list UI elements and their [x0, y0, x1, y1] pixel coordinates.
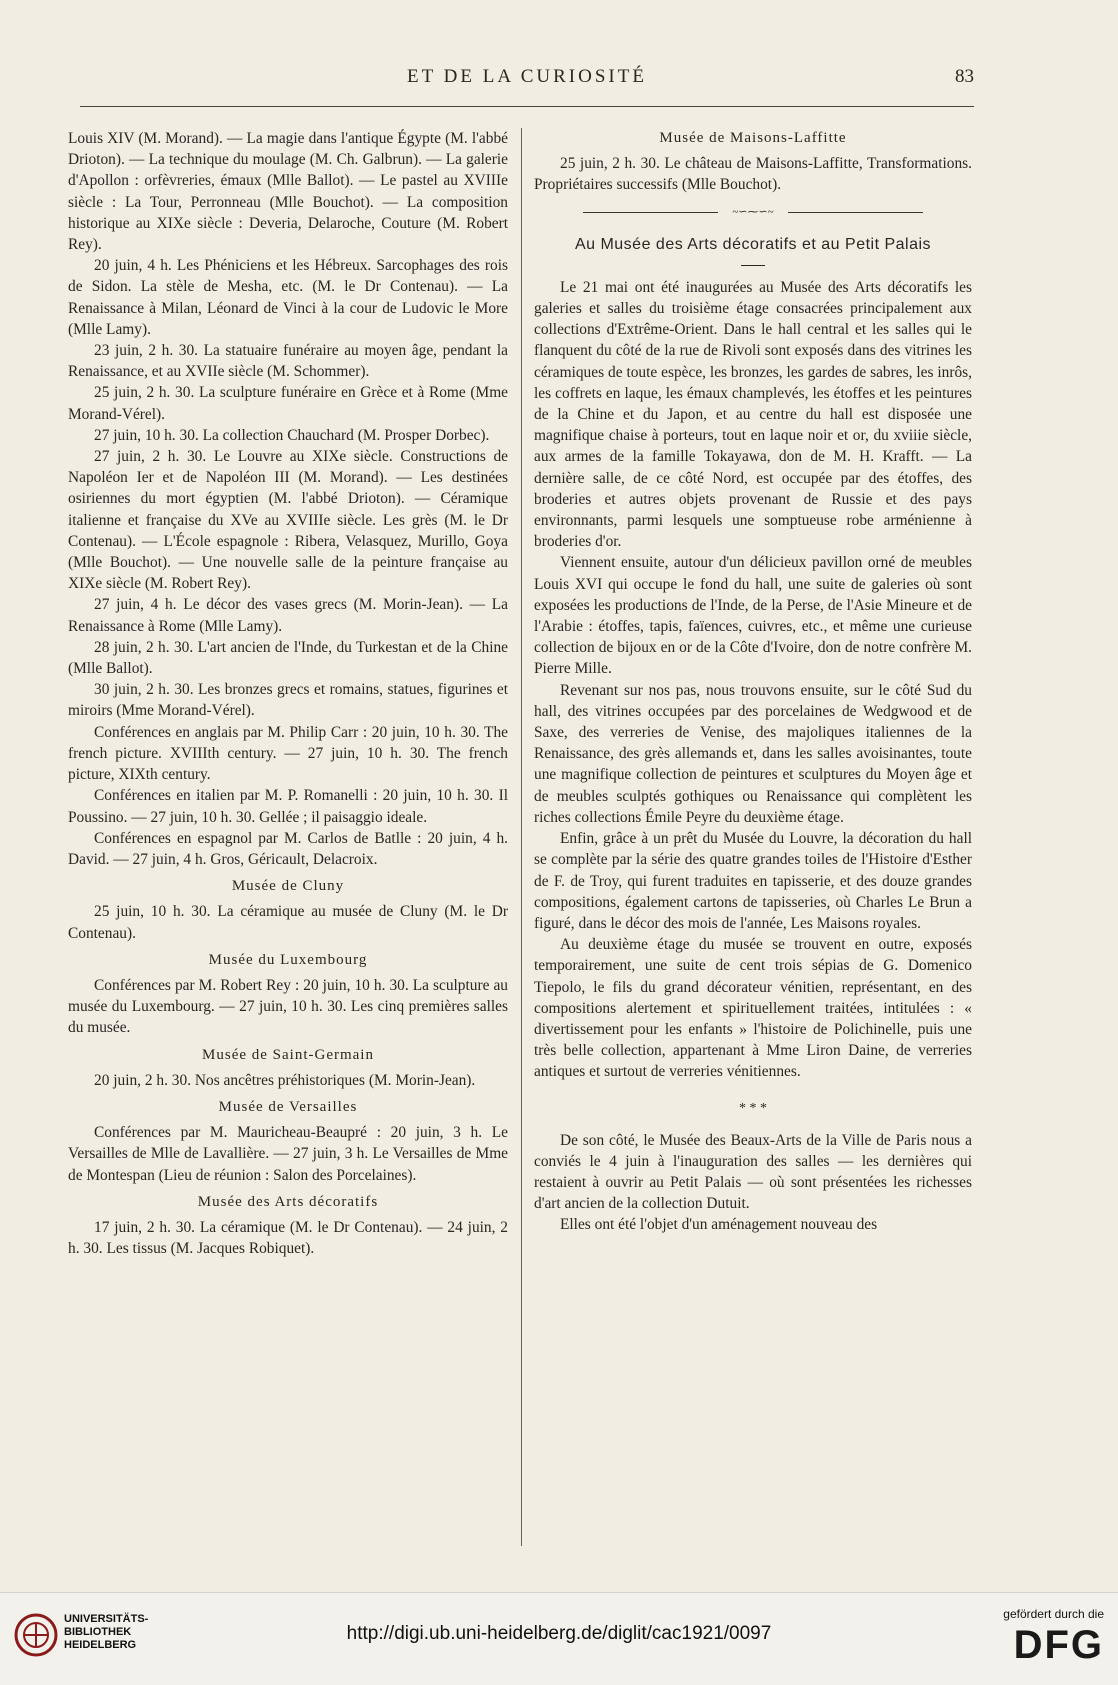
section-title: Au Musée des Arts décoratifs et au Petit Palais — [574, 235, 932, 253]
heading-musee-versailles: Musée de Versailles — [218, 1098, 358, 1115]
institution-line: BIBLIOTHEK — [64, 1626, 132, 1638]
institution-line: HEIDELBERG — [64, 1639, 137, 1651]
paragraph: Viennent ensuite, autour d'un délicieux pavillon orné de meubles Louis XVI qui occupe le fond du hall, une suite de galeries où sont exposées les productions de l'Inde, de la Perse, de l'Asie Mineure et de l'Arabie : étoffes, tapis, faïences, cuivres, etc., et même une curieuse collection de bijoux en or de la Côte d'Ivoire, don de notre confrère M. Pierre Mille. — [534, 554, 972, 678]
paragraph: 27 juin, 10 h. 30. La collection Chauchard (M. Prosper Dorbec). — [94, 426, 490, 444]
paragraph: Conférences par M. Mauricheau-Beaupré : 20 juin, 3 h. Le Versailles de Mlle de Lavallière. — 27 juin, 3 h. Le Versailles de Mme de Montespan (Lieu de réunion : Salon des Porcelaines). — [68, 1124, 508, 1184]
paragraph: 28 juin, 2 h. 30. L'art ancien de l'Inde, du Turkestan et de la Chine (Mlle Ballot). — [68, 638, 508, 678]
paragraph: Conférences en italien par M. P. Romanelli : 20 juin, 10 h. 30. Il Poussino. — 27 juin, 10 h. 30. Gellée ; il paisaggio ideale. — [68, 787, 508, 826]
column-divider — [521, 128, 522, 1546]
page-number: 83 — [955, 66, 974, 87]
paragraph: 23 juin, 2 h. 30. La statuaire funéraire au moyen âge, pendant la Renaissance, et au XVIIe siècle (M. Schommer). — [68, 342, 508, 381]
paragraph: Conférences en anglais par M. Philip Carr : 20 juin, 10 h. 30. The french picture. XVIIIth century. — 27 juin, 10 h. 30. The french picture, XIXth century. — [68, 723, 508, 784]
heading-musee-saint-germain: Musée de Saint-Germain — [202, 1046, 374, 1063]
paragraph: Au deuxième étage du musée se trouvent en outre, exposés temporairement, une suite de cent trois sépias de G. Domenico Tiepolo, le fils du grand décorateur vénitien, représentant, en des compositions alertement et spirituellement traitées, intitulées : « divertissement pour les enfants » l'histoire de Polichinelle, puis une très belle collection, appartenant à Mme Liron Daine, de verreries antiques et surtout de verreries vénitiennes. — [534, 936, 972, 1081]
paragraph: Conférences par M. Robert Rey : 20 juin, 10 h. 30. La sculpture au musée du Luxembourg. — 27 juin, 10 h. 30. Les cinq premières salles du musée. — [68, 976, 508, 1037]
ornament-flourish-icon: ~∽⁓∽~ — [718, 206, 788, 218]
paragraph: Elles ont été l'objet d'un aménagement nouveau des — [560, 1216, 878, 1234]
title-dash — [534, 257, 972, 267]
heading-musee-luxembourg: Musée du Luxembourg — [208, 951, 368, 968]
dfg-logo: DFG — [1013, 1623, 1104, 1667]
header-rule — [80, 106, 974, 107]
heading-musee-arts-decoratifs: Musée des Arts décoratifs — [197, 1193, 379, 1210]
paragraph: 30 juin, 2 h. 30. Les bronzes grecs et romains, statues, figurines et miroirs (Mme Morand-Vérel). — [68, 681, 508, 720]
paragraph: Conférences en espagnol par M. Carlos de Batlle : 20 juin, 4 h. David. — 27 juin, 4 h. Gros, Géricault, Delacroix. — [68, 829, 508, 868]
paragraph: De son côté, le Musée des Beaux-Arts de la Ville de Paris nous a conviés le 4 juin à l'inauguration des salles — les dernières qui restaient à ouvrir au Petit Palais — où sont présentées les richesses d'art ancien de la collection Dutuit. — [534, 1131, 972, 1213]
paragraph: Le 21 mai ont été inaugurées au Musée des Arts décoratifs les galeries et salles du troisième étage consacrées principalement aux collections d'Extrême-Orient. Dans le hall central et les salles qui le flanquent du côté de la rue de Rivoli sont exposés dans des vitrines les céramiques de toute espèce, les bronzes, les gardes de sabres, les inrôs, les coffrets en laque, les émaux champlevés, les étoffes et les peintures de la Chine et du Japon, et au centre du hall est disposée une magnifique chaise à porteurs, tout en laque noir et or, du xviiie siècle, aux armes de la famille Tokayawa, don de M. H. Krafft. — La dernière salle, de ce côté Nord, est occupée par des étoffes, des broderies et autres objets provenant de Russie et des pays environnants, parmi lesquels une somptueuse robe arménienne à broderies d'or. — [534, 278, 972, 551]
paragraph: 27 juin, 4 h. Le décor des vases grecs (M. Morin-Jean). — La Renaissance à Rome (Mlle Lamy). — [68, 596, 508, 635]
paragraph: Enfin, grâce à un prêt du Musée du Louvre, la décoration du hall se complète par la série des quatre grandes toiles de l'Histoire d'Esther de F. de Troy, qui furent traduites en tapisserie, et des douze grandes compositions, également cartons de tapisseries, où Charles Le Brun a figuré, dans le décor des mois de l'année, Les Maisons royales. — [534, 830, 972, 932]
left-column — [68, 128, 508, 1259]
paragraph: Revenant sur nos pas, nous trouvons ensuite, sur le côté Sud du hall, des vitrines occupées par des porcelaines de Wedgwood et de Saxe, des verreries de Venise, des majoliques italiennes de la Renaissance, des grès allemands et, dans les salles avoisinantes, toute une magnifique collection de peintures et sculptures du Moyen âge et de meubles sculptés gothiques ou Renaissance qui complètent les riches collections Émile Peyre du deuxième étage. — [534, 681, 972, 826]
paragraph: 27 juin, 2 h. 30. Le Louvre au XIXe siècle. Constructions de Napoléon Ier et de Napoléon III (M. Morand). — Les destinées osiriennes du mort égyptien (M. l'abbé Drioton). — Céramique italienne et française du XVe au XVIIIe siècle. Les grès (M. le Dr Contenau). — L'École espagnole : Ribera, Velasquez, Murillo, Goya (Mlle Bouchot). — Une nouvelle salle de la peinture française au XIXe siècle (M. Robert Rey). — [68, 448, 508, 593]
permalink-url[interactable]: http://digi.ub.uni-heidelberg.de/diglit/cac1921/0097 — [346, 1623, 772, 1644]
funder-caption: gefördert durch die — [1003, 1607, 1104, 1621]
institution-line: UNIVERSITÄTS- — [64, 1613, 149, 1625]
asterism: * * * — [739, 1100, 767, 1116]
paragraph: Louis XIV (M. Morand). — La magie dans l'antique Égypte (M. l'abbé Drioton). — La technique du moulage (M. Ch. Galbrun). — La galerie d'Apollon : orfèvreries, émaux (Mlle Ballot). — Le pastel au XVIIIe siècle : La Tour, Perronneau (Mlle Bouchot). — La composition historique au XIXe siècle : Deveria, Delaroche, Couture (M. Robert Rey). — [68, 130, 508, 254]
paragraph: 17 juin, 2 h. 30. La céramique (M. le Dr Contenau). — 24 juin, 2 h. 30. Les tissus (M. Jacques Robiquet). — [68, 1218, 508, 1258]
paragraph: 25 juin, 10 h. 30. La céramique au musée de Cluny (M. le Dr Contenau). — [68, 903, 508, 942]
ornament-divider — [583, 206, 923, 218]
running-title: ET DE LA CURIOSITÉ — [407, 66, 647, 87]
heading-musee-maisons-laffitte: Musée de Maisons-Laffitte — [659, 130, 847, 146]
heading-musee-cluny: Musée de Cluny — [231, 878, 345, 895]
paragraph: 20 juin, 2 h. 30. Nos ancêtres préhistoriques (M. Morin-Jean). — [94, 1071, 476, 1089]
paragraph: 25 juin, 2 h. 30. Le château de Maisons-Laffitte, Transformations. Propriétaires successifs (Mlle Bouchot). — [534, 155, 972, 194]
page-header — [80, 66, 974, 96]
digitization-footer — [0, 1592, 1118, 1685]
paragraph: 25 juin, 2 h. 30. La sculpture funéraire en Grèce et à Rome (Mme Morand-Vérel). — [68, 384, 508, 423]
right-column — [534, 128, 972, 1236]
paragraph: 20 juin, 4 h. Les Phéniciens et les Hébreux. Sarcophages des rois de Sidon. La stèle de Mesha, etc. (M. le Dr Contenau). — La Renaissance à Milan, Léonard de Vinci à la cour de Ludovic le More (Mlle Lamy). — [68, 257, 508, 338]
